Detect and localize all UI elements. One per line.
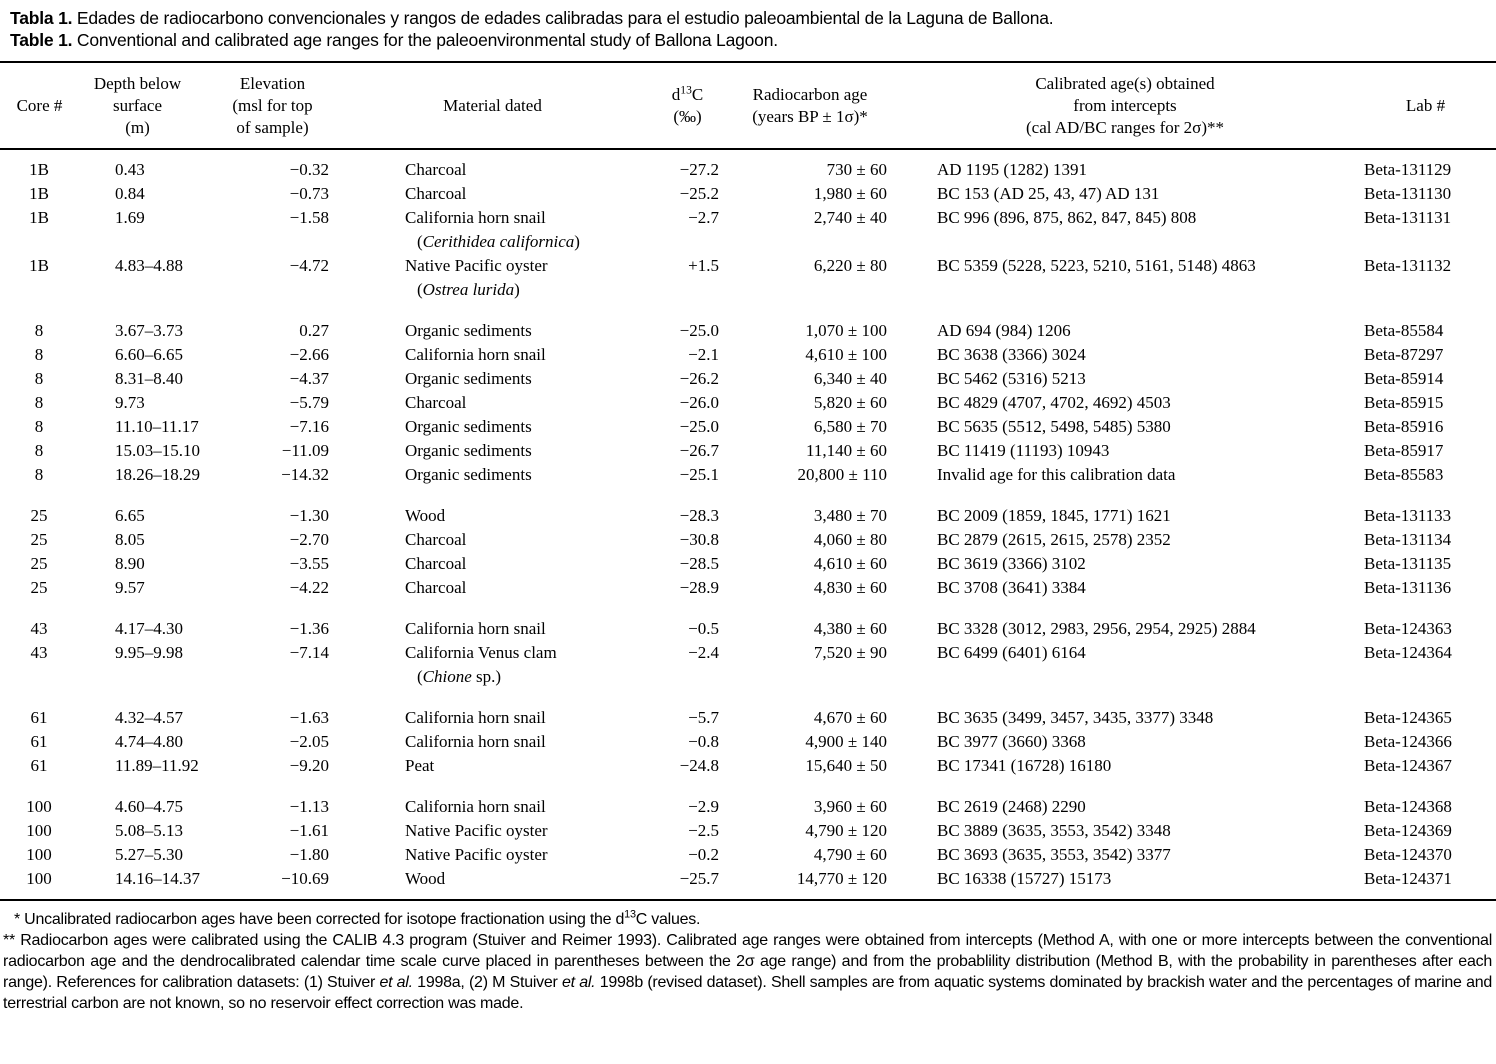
cell-d13c: −26.0 (679, 393, 719, 412)
cell-depth: 4.32–4.57 (115, 708, 183, 727)
cell-elevation: −7.14 (289, 643, 329, 662)
row-spacer (0, 778, 1496, 795)
caption-spanish (10, 7, 1490, 29)
table-row (0, 730, 1496, 754)
table-row (0, 206, 1496, 254)
cell-calibrated-age: BC 3328 (3012, 2983, 2956, 2954, 2925) 2884 (937, 619, 1256, 638)
cell-elevation: −1.58 (289, 208, 329, 227)
cell-elevation: −1.36 (289, 619, 329, 638)
cell-d13c: −2.1 (688, 345, 719, 364)
cell-lab-number: Beta-124366 (1364, 732, 1452, 751)
header-elevation: Elevation (msl for top of sample) (210, 62, 335, 149)
cell-elevation: −0.73 (289, 184, 329, 203)
cell-depth: 9.57 (115, 578, 145, 597)
cell-radiocarbon-age: 4,900 ± 140 (805, 732, 887, 751)
cell-calibrated-age: BC 11419 (11193) 10943 (937, 441, 1110, 460)
cell-calibrated-age: BC 5359 (5228, 5223, 5210, 5161, 5148) 4863 (937, 256, 1256, 275)
cell-depth: 4.74–4.80 (115, 732, 183, 751)
cell-material: Organic sediments (405, 441, 532, 460)
cell-radiocarbon-age: 4,610 ± 100 (805, 345, 887, 364)
cell-radiocarbon-age: 4,380 ± 60 (813, 619, 887, 638)
caption-spanish-label: Tabla 1. (10, 8, 73, 28)
row-spacer (0, 891, 1496, 900)
header-radiocarbon-age: Radiocarbon age (years BP ± 1σ)* (725, 62, 895, 149)
cell-d13c: −26.2 (679, 369, 719, 388)
cell-lab-number: Beta-85916 (1364, 417, 1444, 436)
cell-radiocarbon-age: 5,820 ± 60 (813, 393, 887, 412)
cell-d13c: −28.3 (679, 506, 719, 525)
cell-elevation: −1.30 (289, 506, 329, 525)
cell-d13c: −0.2 (688, 845, 719, 864)
caption-english-text: Conventional and calibrated age ranges for the paleoenvironmental study of Ballona Lagoon. (72, 30, 778, 50)
cell-material: California horn snail (405, 345, 546, 364)
cell-core-number: 43 (30, 619, 48, 638)
caption-spanish-text: Edades de radiocarbono convencionales y rangos de edades calibradas para el estudio paleoambiental de la Laguna de Ballona. (72, 8, 1054, 28)
header-calibrated-age: Calibrated age(s) obtained from intercepts (cal AD/BC ranges for 2σ)** (895, 62, 1355, 149)
table-captions (0, 0, 1496, 51)
cell-elevation: −1.80 (289, 845, 329, 864)
cell-radiocarbon-age: 20,800 ± 110 (797, 465, 887, 484)
cell-calibrated-age: BC 16338 (15727) 15173 (937, 869, 1112, 888)
cell-d13c: −0.5 (688, 619, 719, 638)
cell-elevation: −14.32 (281, 465, 329, 484)
cell-depth: 8.05 (115, 530, 145, 549)
cell-lab-number: Beta-124365 (1364, 708, 1452, 727)
species-name: (Cerithidea californica) (417, 232, 580, 251)
cell-core-number: 100 (26, 797, 52, 816)
table-header (0, 62, 1496, 149)
cell-core-number: 61 (30, 756, 48, 775)
cell-d13c: −30.8 (679, 530, 719, 549)
cell-radiocarbon-age: 3,480 ± 70 (813, 506, 887, 525)
table-row (0, 706, 1496, 730)
row-spacer (0, 149, 1496, 158)
cell-lab-number: Beta-131130 (1364, 184, 1452, 203)
row-spacer (0, 302, 1496, 319)
cell-depth: 18.26–18.29 (115, 465, 200, 484)
cell-radiocarbon-age: 6,340 ± 40 (813, 369, 887, 388)
cell-depth: 0.84 (115, 184, 145, 203)
cell-core-number: 8 (34, 441, 44, 460)
cell-depth: 6.65 (115, 506, 145, 525)
cell-calibrated-age: BC 3708 (3641) 3384 (937, 578, 1086, 597)
cell-calibrated-age: BC 996 (896, 875, 862, 847, 845) 808 (937, 208, 1197, 227)
cell-d13c: −26.7 (679, 441, 719, 460)
cell-calibrated-age: BC 2009 (1859, 1845, 1771) 1621 (937, 506, 1171, 525)
cell-elevation: −4.37 (289, 369, 329, 388)
cell-calibrated-age: BC 5635 (5512, 5498, 5485) 5380 (937, 417, 1171, 436)
cell-core-number: 25 (30, 506, 48, 525)
cell-elevation: −1.13 (289, 797, 329, 816)
cell-lab-number: Beta-85914 (1364, 369, 1444, 388)
cell-material: Organic sediments (405, 369, 532, 388)
cell-material: California horn snail (Cerithidea californica) (335, 206, 650, 254)
cell-core-number: 25 (30, 530, 48, 549)
caption-english (10, 29, 1490, 51)
cell-elevation: −2.66 (289, 345, 329, 364)
cell-d13c: −25.0 (679, 417, 719, 436)
cell-calibrated-age: BC 153 (AD 25, 43, 47) AD 131 (937, 184, 1160, 203)
cell-radiocarbon-age: 4,790 ± 60 (813, 845, 887, 864)
cell-depth: 15.03–15.10 (115, 441, 200, 460)
cell-elevation: −1.61 (289, 821, 329, 840)
table-row (0, 367, 1496, 391)
table-row (0, 391, 1496, 415)
cell-calibrated-age: BC 17341 (16728) 16180 (937, 756, 1112, 775)
row-spacer (0, 689, 1496, 706)
cell-lab-number: Beta-85917 (1364, 441, 1444, 460)
cell-lab-number: Beta-124367 (1364, 756, 1452, 775)
table-row (0, 504, 1496, 528)
cell-material: Native Pacific oyster (405, 845, 548, 864)
cell-calibrated-age: BC 3638 (3366) 3024 (937, 345, 1086, 364)
table-row (0, 754, 1496, 778)
cell-core-number: 43 (30, 643, 48, 662)
cell-lab-number: Beta-131133 (1364, 506, 1452, 525)
cell-depth: 0.43 (115, 160, 145, 179)
cell-radiocarbon-age: 2,740 ± 40 (813, 208, 887, 227)
cell-depth: 8.90 (115, 554, 145, 573)
cell-calibrated-age: BC 3619 (3366) 3102 (937, 554, 1086, 573)
cell-elevation: −11.09 (281, 441, 329, 460)
cell-core-number: 100 (26, 869, 52, 888)
table-row (0, 415, 1496, 439)
species-name: (Ostrea lurida) (417, 280, 520, 299)
cell-depth: 5.27–5.30 (115, 845, 183, 864)
cell-lab-number: Beta-85584 (1364, 321, 1444, 340)
cell-d13c: −25.0 (679, 321, 719, 340)
cell-lab-number: Beta-124363 (1364, 619, 1452, 638)
cell-core-number: 8 (34, 369, 44, 388)
cell-elevation: −3.55 (289, 554, 329, 573)
cell-elevation: −7.16 (289, 417, 329, 436)
cell-core-number: 61 (30, 708, 48, 727)
cell-calibrated-age: BC 5462 (5316) 5213 (937, 369, 1086, 388)
cell-d13c: −28.9 (679, 578, 719, 597)
cell-material: Native Pacific oyster (Ostrea lurida) (335, 254, 650, 302)
table-row (0, 843, 1496, 867)
cell-calibrated-age: AD 1195 (1282) 1391 (937, 160, 1087, 179)
table-row (0, 795, 1496, 819)
cell-core-number: 25 (30, 554, 48, 573)
table-row (0, 528, 1496, 552)
header-depth: Depth below surface (m) (65, 62, 210, 149)
cell-radiocarbon-age: 1,980 ± 60 (813, 184, 887, 203)
cell-d13c: −25.2 (679, 184, 719, 203)
header-core: Core # (0, 62, 65, 149)
table-row (0, 439, 1496, 463)
cell-core-number: 1B (29, 208, 49, 227)
cell-material: Charcoal (405, 554, 467, 573)
cell-elevation: −4.72 (289, 256, 329, 275)
footnotes (0, 901, 1496, 1014)
cell-radiocarbon-age: 11,140 ± 60 (806, 441, 887, 460)
cell-core-number: 8 (34, 393, 44, 412)
table-row (0, 576, 1496, 600)
caption-english-label: Table 1. (10, 30, 73, 50)
cell-calibrated-age: BC 2619 (2468) 2290 (937, 797, 1086, 816)
cell-core-number: 8 (34, 417, 44, 436)
cell-radiocarbon-age: 730 ± 60 (826, 160, 887, 179)
table-body (0, 149, 1496, 900)
cell-calibrated-age: Invalid age for this calibration data (937, 465, 1176, 484)
cell-material: Charcoal (405, 184, 467, 203)
cell-material: Wood (405, 869, 446, 888)
cell-lab-number: Beta-85583 (1364, 465, 1444, 484)
cell-radiocarbon-age: 7,520 ± 90 (813, 643, 887, 662)
cell-core-number: 100 (26, 821, 52, 840)
cell-material: California horn snail (405, 619, 546, 638)
cell-depth: 9.95–9.98 (115, 643, 183, 662)
cell-lab-number: Beta-124371 (1364, 869, 1452, 888)
cell-lab-number: Beta-87297 (1364, 345, 1444, 364)
cell-radiocarbon-age: 14,770 ± 120 (796, 869, 887, 888)
cell-calibrated-age: BC 3693 (3635, 3553, 3542) 3377 (937, 845, 1171, 864)
cell-material: Charcoal (405, 578, 467, 597)
cell-calibrated-age: BC 4829 (4707, 4702, 4692) 4503 (937, 393, 1171, 412)
cell-radiocarbon-age: 4,610 ± 60 (813, 554, 887, 573)
cell-lab-number: Beta-131135 (1364, 554, 1452, 573)
cell-depth: 4.60–4.75 (115, 797, 183, 816)
cell-material: Peat (405, 756, 435, 775)
cell-depth: 9.73 (115, 393, 145, 412)
table-row (0, 182, 1496, 206)
cell-depth: 1.69 (115, 208, 145, 227)
header-d13c: $d^{13}C$ (‰) (650, 62, 725, 149)
footnote-asterisk: * Uncalibrated radiocarbon ages have been corrected for isotope fractionation using the $d^{13}C$ values. (14, 908, 701, 928)
species-name: (Chione sp.) (417, 667, 502, 686)
table-row (0, 158, 1496, 182)
cell-core-number: 1B (29, 160, 49, 179)
cell-depth: 5.08–5.13 (115, 821, 183, 840)
cell-calibrated-age: BC 3889 (3635, 3553, 3542) 3348 (937, 821, 1171, 840)
cell-radiocarbon-age: 4,060 ± 80 (813, 530, 887, 549)
cell-d13c: −2.4 (688, 643, 719, 662)
cell-material: Wood (405, 506, 446, 525)
cell-lab-number: Beta-124369 (1364, 821, 1452, 840)
cell-depth: 3.67–3.73 (115, 321, 183, 340)
cell-depth: 14.16–14.37 (115, 869, 200, 888)
cell-lab-number: Beta-131131 (1364, 208, 1452, 227)
table-row (0, 254, 1496, 302)
cell-core-number: 8 (34, 321, 44, 340)
cell-radiocarbon-age: 4,830 ± 60 (813, 578, 887, 597)
row-spacer (0, 487, 1496, 504)
cell-depth: 8.31–8.40 (115, 369, 183, 388)
cell-d13c: −25.7 (679, 869, 719, 888)
cell-material: Native Pacific oyster (405, 821, 548, 840)
cell-depth: 11.89–11.92 (115, 756, 199, 775)
cell-material: California horn snail (405, 732, 546, 751)
table-row (0, 552, 1496, 576)
cell-material: Organic sediments (405, 417, 532, 436)
cell-core-number: 1B (29, 184, 49, 203)
cell-calibrated-age: BC 3977 (3660) 3368 (937, 732, 1086, 751)
cell-material: Charcoal (405, 393, 467, 412)
table-row (0, 641, 1496, 689)
cell-core-number: 100 (26, 845, 52, 864)
cell-radiocarbon-age: 4,670 ± 60 (813, 708, 887, 727)
cell-d13c: −25.1 (679, 465, 719, 484)
cell-lab-number: Beta-124364 (1364, 643, 1452, 662)
cell-calibrated-age: BC 3635 (3499, 3457, 3435, 3377) 3348 (937, 708, 1214, 727)
cell-lab-number: Beta-131136 (1364, 578, 1452, 597)
header-lab: Lab # (1355, 62, 1496, 149)
table-row (0, 463, 1496, 487)
cell-radiocarbon-age: 4,790 ± 120 (805, 821, 887, 840)
cell-material: Organic sediments (405, 321, 532, 340)
cell-d13c: −27.2 (679, 160, 719, 179)
cell-core-number: 8 (34, 465, 44, 484)
cell-d13c: −2.5 (688, 821, 719, 840)
table-row (0, 343, 1496, 367)
cell-d13c: −2.7 (688, 208, 719, 227)
row-spacer (0, 600, 1496, 617)
cell-depth: 4.83–4.88 (115, 256, 183, 275)
table-row (0, 867, 1496, 891)
cell-d13c: +1.5 (688, 256, 719, 275)
cell-material: Charcoal (405, 530, 467, 549)
cell-core-number: 8 (34, 345, 44, 364)
radiocarbon-table (0, 61, 1496, 901)
cell-lab-number: Beta-131129 (1364, 160, 1452, 179)
cell-material: California horn snail (405, 797, 546, 816)
cell-elevation: −9.20 (289, 756, 329, 775)
cell-d13c: −24.8 (679, 756, 719, 775)
header-material: Material dated (335, 62, 650, 149)
cell-depth: 6.60–6.65 (115, 345, 183, 364)
cell-calibrated-age: AD 694 (984) 1206 (937, 321, 1071, 340)
cell-radiocarbon-age: 3,960 ± 60 (813, 797, 887, 816)
cell-lab-number: Beta-85915 (1364, 393, 1444, 412)
cell-elevation: −0.32 (289, 160, 329, 179)
cell-material: Organic sediments (405, 465, 532, 484)
cell-elevation: 0.27 (299, 321, 329, 340)
table-row (0, 617, 1496, 641)
cell-radiocarbon-age: 6,580 ± 70 (813, 417, 887, 436)
table-row (0, 819, 1496, 843)
cell-lab-number: Beta-124368 (1364, 797, 1452, 816)
table-row (0, 319, 1496, 343)
cell-radiocarbon-age: 15,640 ± 50 (805, 756, 887, 775)
cell-d13c: −28.5 (679, 554, 719, 573)
cell-material: California horn snail (405, 708, 546, 727)
cell-radiocarbon-age: 1,070 ± 100 (805, 321, 887, 340)
cell-depth: 11.10–11.17 (115, 417, 199, 436)
cell-elevation: −2.05 (289, 732, 329, 751)
cell-lab-number: Beta-131134 (1364, 530, 1452, 549)
footnote-double-asterisk: ** Radiocarbon ages were calibrated using the CALIB 4.3 program (Stuiver and Reimer 1993). Calibrated age ranges were obtained from intercepts (Method A, with one or more intercepts between the conventional radiocarbon age and the dendrocalibrated calendar time scale curve placed in parentheses between the 2σ age range) and from the probablility distribution (Method B, with the probability in parentheses after each range). References for calibration datasets: (1) Stuiver et al. 1998a, (2) M Stuiver et al. 1998b (revised dataset). Shell samples are from aquatic systems dominated by brackish water and the percentages of marine and terrestrial carbon are not known, so no reservoir effect correction was made. (3, 932, 1493, 1012)
cell-d13c: −2.9 (688, 797, 719, 816)
cell-radiocarbon-age: 6,220 ± 80 (813, 256, 887, 275)
cell-d13c: −5.7 (688, 708, 719, 727)
cell-calibrated-age: BC 2879 (2615, 2615, 2578) 2352 (937, 530, 1171, 549)
cell-elevation: −5.79 (289, 393, 329, 412)
cell-core-number: 25 (30, 578, 48, 597)
cell-lab-number: Beta-124370 (1364, 845, 1452, 864)
cell-elevation: −1.63 (289, 708, 329, 727)
cell-calibrated-age: BC 6499 (6401) 6164 (937, 643, 1086, 662)
cell-elevation: −4.22 (289, 578, 329, 597)
cell-material: California Venus clam (Chione sp.) (335, 641, 650, 689)
cell-elevation: −2.70 (289, 530, 329, 549)
cell-material: Charcoal (405, 160, 467, 179)
cell-core-number: 61 (30, 732, 48, 751)
cell-elevation: −10.69 (281, 869, 329, 888)
cell-depth: 4.17–4.30 (115, 619, 183, 638)
cell-core-number: 1B (29, 256, 49, 275)
cell-d13c: −0.8 (688, 732, 719, 751)
cell-lab-number: Beta-131132 (1364, 256, 1452, 275)
